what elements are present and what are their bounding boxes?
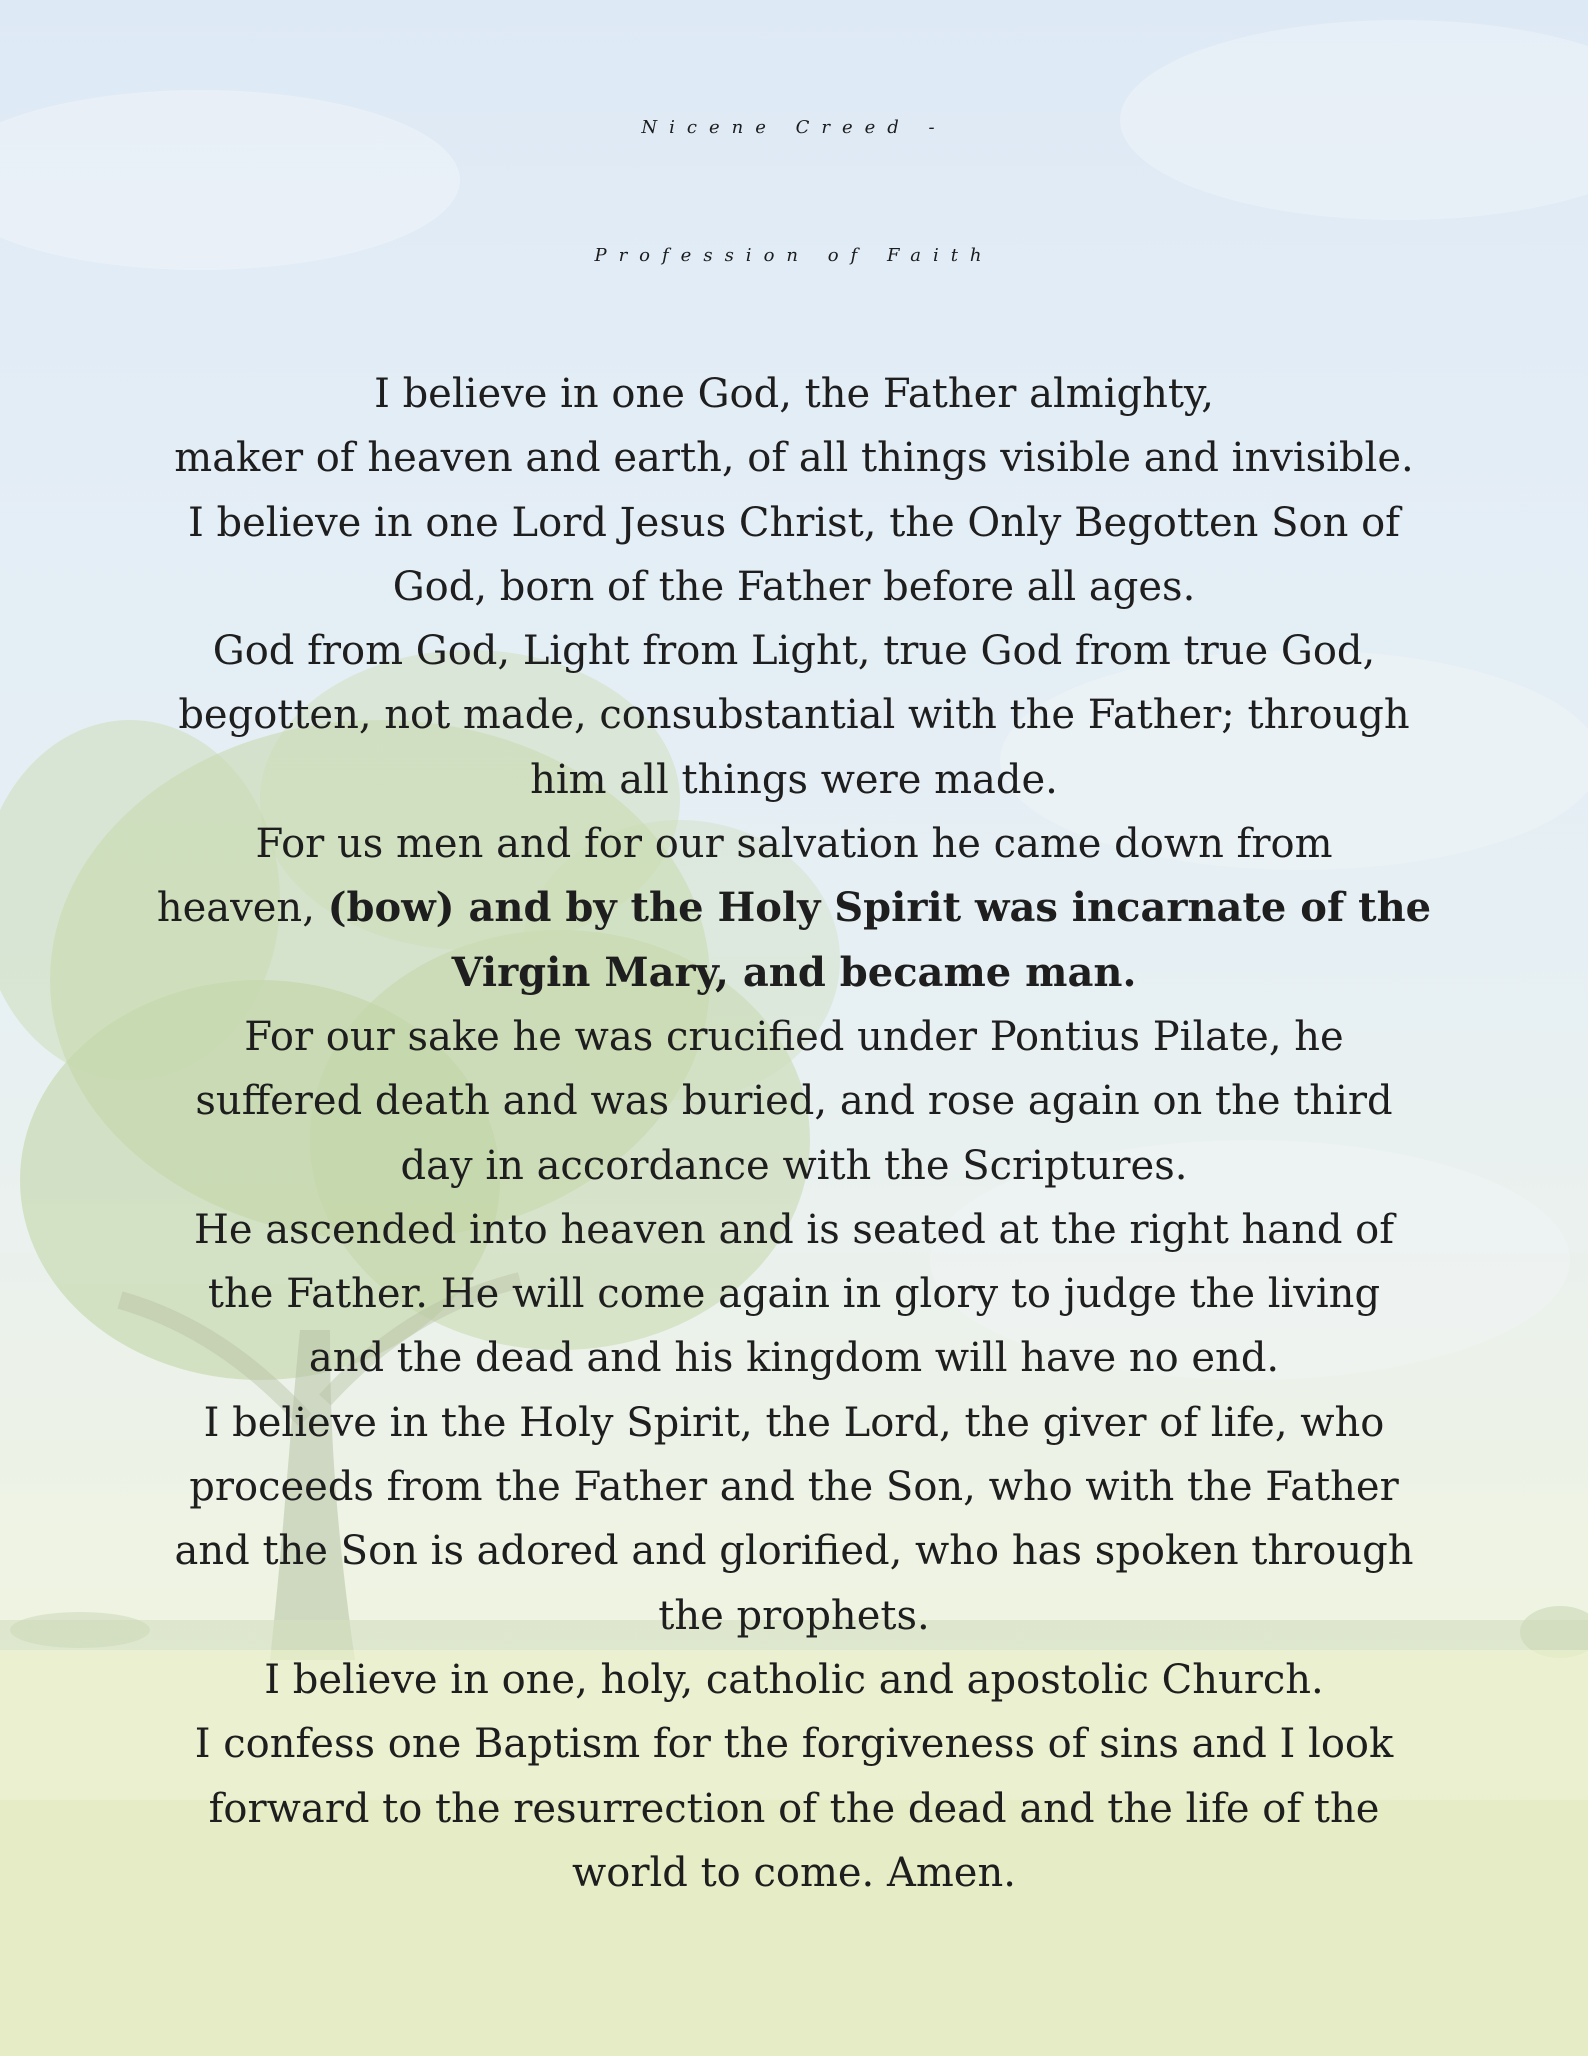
creed-bold-segment: (bow) and by the Holy Spirit was incarnate of the (327, 884, 1432, 932)
creed-line: the Father. He will come again in glory to judge the living (207, 1271, 1381, 1318)
creed-line: day in accordance with the Scriptures. (400, 1142, 1188, 1189)
creed-line: suffered death and was buried, and rose again on the third (195, 1078, 1393, 1125)
page-title-line-1: Nicene Creed - (641, 117, 947, 138)
creed-line: begotten, not made, consubstantial with the Father; through (178, 692, 1410, 739)
creed-line: God, born of the Father before all ages. (392, 563, 1196, 610)
creed-line-segment: heaven, (156, 885, 328, 932)
creed-line: world to come. Amen. (572, 1849, 1016, 1896)
creed-line: forward to the resurrection of the dead and the life of the (208, 1785, 1380, 1832)
creed-line: I believe in one Lord Jesus Christ, the Only Begotten Son of (188, 499, 1400, 546)
creed-line-bold (120, 941, 1468, 1005)
creed-line-mixed (120, 876, 1468, 940)
creed-bold-segment: Virgin Mary, and became man. (451, 948, 1137, 996)
creed-line: I believe in the Holy Spirit, the Lord, the giver of life, who (203, 1399, 1385, 1446)
creed-line: I believe in one God, the Father almighty, (374, 371, 1214, 417)
creed-line: proceeds from the Father and the Son, who with the Father (189, 1464, 1399, 1511)
page-title-line-2: Profession of Faith (594, 245, 994, 266)
creed-line: I confess one Baptism for the forgiveness of sins and I look (194, 1721, 1394, 1768)
creed-line: God from God, Light from Light, true God from true God, (212, 628, 1376, 675)
creed-line: I believe in one, holy, catholic and apostolic Church. (264, 1656, 1324, 1703)
creed-line: He ascended into heaven and is seated at the right hand of (193, 1206, 1395, 1253)
creed-line: the prophets. (658, 1592, 930, 1639)
creed-text (120, 362, 1468, 1905)
creed-line: For us men and for our salvation he came down from (255, 821, 1333, 868)
creed-line: For our sake he was crucified under Pontius Pilate, he (244, 1013, 1344, 1060)
creed-line: and the Son is adored and glorified, who has spoken through (174, 1528, 1414, 1575)
creed-line: him all things were made. (530, 756, 1058, 803)
creed-line: and the dead and his kingdom will have no end. (308, 1335, 1280, 1382)
creed-line: maker of heaven and earth, of all things visible and invisible. (174, 435, 1414, 482)
